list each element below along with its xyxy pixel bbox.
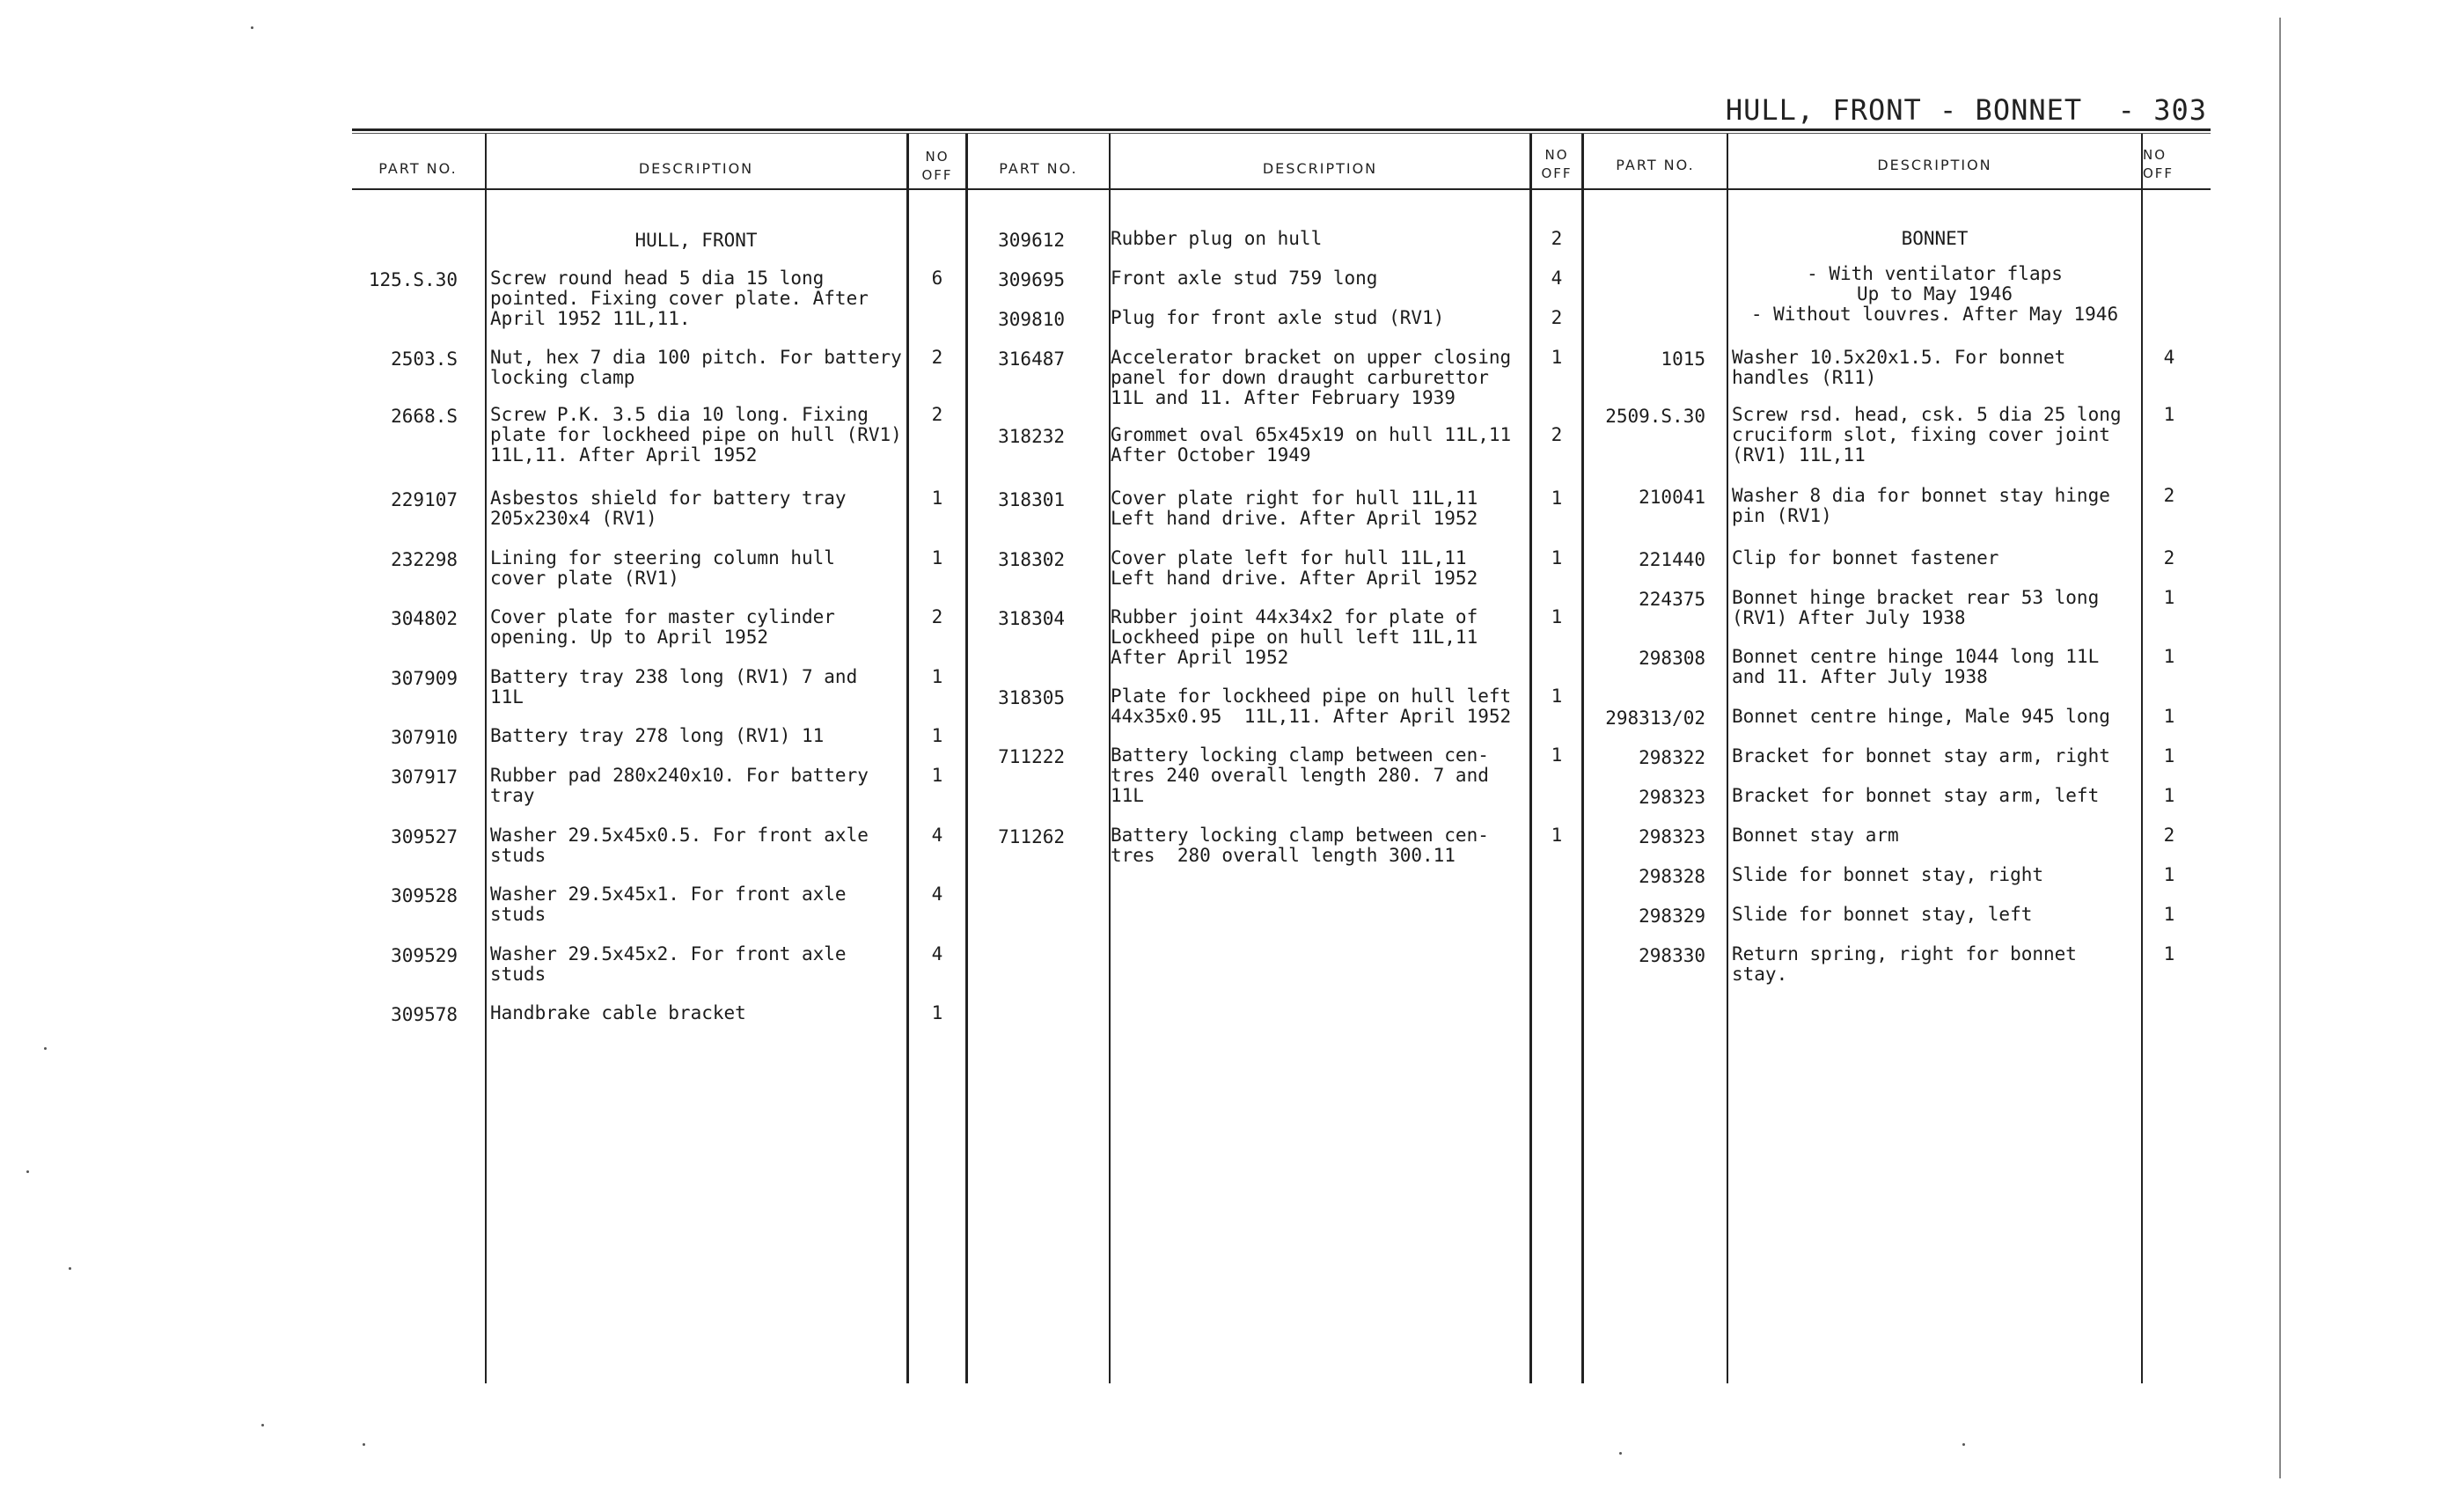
- part-description: [1732, 746, 2110, 766]
- description-line: Left hand drive. After April 1952: [1111, 568, 1478, 589]
- part-number: 316487: [998, 348, 1065, 370]
- description-line: pointed. Fixing cover plate. After: [490, 288, 869, 309]
- description-line: Cover plate for master cylinder: [490, 606, 835, 627]
- part-number: 309695: [998, 269, 1065, 290]
- part-description: [490, 405, 902, 466]
- header-description-2: DESCRIPTION: [1262, 160, 1378, 177]
- scan-edge-line: [2279, 18, 2281, 1478]
- description-line: After April 1952: [1111, 647, 1289, 668]
- description-line: Battery tray 238 long (RV1) 7 and: [490, 666, 858, 687]
- part-number: 309612: [998, 230, 1065, 251]
- quantity-off: 2: [931, 347, 943, 368]
- part-description: [490, 548, 835, 589]
- description-line: tres 280 overall length 300.11: [1111, 845, 1456, 866]
- quantity-off: 1: [2163, 785, 2175, 806]
- header-part-no-3: PART NO.: [1616, 157, 1695, 173]
- part-description: [490, 667, 857, 708]
- part-number: 298330: [1639, 945, 1705, 966]
- part-number: 298308: [1639, 648, 1705, 669]
- description-line: Battery locking clamp between cen-: [1111, 825, 1489, 846]
- scan-speck: [69, 1267, 71, 1270]
- description-line: Slide for bonnet stay, right: [1732, 864, 2044, 885]
- quantity-off: 1: [1551, 547, 1563, 568]
- quantity-off: 6: [931, 268, 943, 289]
- description-line: Plug for front axle stud (RV1): [1111, 307, 1445, 328]
- description-line: Battery tray 278 long (RV1) 11: [490, 725, 825, 746]
- description-line: studs: [490, 964, 546, 985]
- scan-speck: [251, 26, 253, 29]
- part-number: 125.S.30: [368, 269, 458, 290]
- header-no-off-1-bottom: OFF: [921, 167, 953, 183]
- quantity-off: 1: [1551, 744, 1563, 766]
- description-line: studs: [490, 845, 546, 866]
- header-no-off-3-bottom: OFF: [2143, 165, 2174, 181]
- quantity-off: 1: [2163, 864, 2175, 885]
- part-number: 307910: [391, 727, 458, 748]
- part-description: [490, 726, 824, 746]
- quantity-off: 2: [2163, 825, 2175, 846]
- description-line: 44x35x0.95 11L,11. After April 1952: [1111, 706, 1512, 727]
- quantity-off: 1: [2163, 646, 2175, 667]
- description-line: 11L and 11. After February 1939: [1111, 387, 1456, 408]
- description-line: and 11. After July 1938: [1732, 666, 1988, 687]
- column-group-3: [1584, 202, 2200, 1382]
- quantity-off: 1: [1551, 488, 1563, 509]
- description-line: handles (R11): [1732, 367, 1877, 388]
- description-line: (RV1) After July 1938: [1732, 607, 1966, 628]
- description-line: panel for down draught carburettor: [1111, 367, 1489, 388]
- quantity-off: 1: [931, 488, 943, 509]
- part-number: 2503.S: [391, 348, 458, 370]
- part-description: [1111, 548, 1478, 589]
- part-description: [490, 944, 847, 985]
- part-description: [1111, 268, 1377, 289]
- part-number: 318305: [998, 687, 1065, 708]
- description-line: Bonnet stay arm: [1732, 825, 1899, 846]
- part-description: [1732, 486, 2110, 526]
- quantity-off: 1: [2163, 943, 2175, 964]
- part-number: 318301: [998, 489, 1065, 510]
- header-no-off-1: [909, 148, 965, 185]
- description-line: 11L,11. After April 1952: [490, 444, 758, 466]
- quantity-off: 4: [1551, 268, 1563, 289]
- description-line: Rubber pad 280x240x10. For battery: [490, 765, 869, 786]
- part-description: [490, 607, 835, 648]
- quantity-off: 1: [931, 725, 943, 746]
- part-description: [1732, 647, 2099, 687]
- scan-speck: [26, 1170, 29, 1173]
- part-description: [490, 1003, 746, 1023]
- part-number: 298329: [1639, 906, 1705, 927]
- part-number: 309578: [391, 1004, 458, 1025]
- part-number: 711262: [998, 826, 1065, 847]
- description-line: Left hand drive. After April 1952: [1111, 508, 1478, 529]
- bonnet-note-3: - Without louvres. After May 1946: [1750, 304, 2119, 325]
- description-line: Front axle stud 759 long: [1111, 268, 1378, 289]
- part-description: [490, 348, 902, 388]
- description-line: tray: [490, 785, 535, 806]
- description-line: cover plate (RV1): [490, 568, 679, 589]
- part-description: [490, 825, 869, 866]
- part-number: 304802: [391, 608, 458, 629]
- description-line: Bonnet centre hinge, Male 945 long: [1732, 706, 2110, 727]
- description-line: studs: [490, 904, 546, 925]
- part-description: [1111, 348, 1511, 408]
- quantity-off: 1: [2163, 706, 2175, 727]
- part-description: [1732, 944, 2077, 985]
- description-line: opening. Up to April 1952: [490, 627, 769, 648]
- header-part-no-1: PART NO.: [378, 160, 458, 177]
- description-line: Washer 8 dia for bonnet stay hinge: [1732, 485, 2110, 506]
- part-number: 318304: [998, 608, 1065, 629]
- quantity-off: 1: [1551, 825, 1563, 846]
- description-line: Battery locking clamp between cen-: [1111, 744, 1489, 766]
- part-number: 224375: [1639, 589, 1705, 610]
- description-line: Bracket for bonnet stay arm, right: [1732, 745, 2110, 766]
- header-no-off-3: [2143, 146, 2197, 183]
- description-line: 205x230x4 (RV1): [490, 508, 657, 529]
- scan-speck: [363, 1443, 365, 1446]
- part-description: [490, 488, 847, 529]
- part-number: 309528: [391, 885, 458, 906]
- section-title-hull-front: HULL, FRONT: [634, 230, 758, 251]
- description-line: Screw rsd. head, csk. 5 dia 25 long: [1732, 404, 2122, 425]
- part-description: [1732, 865, 2043, 885]
- quantity-off: 1: [1551, 686, 1563, 707]
- part-number: 1015: [1661, 348, 1705, 370]
- description-line: Slide for bonnet stay, left: [1732, 904, 2033, 925]
- scan-speck: [1962, 1443, 1965, 1446]
- part-description: [1732, 548, 1998, 568]
- description-line: Screw P.K. 3.5 dia 10 long. Fixing: [490, 404, 869, 425]
- quantity-off: 2: [1551, 424, 1563, 445]
- description-line: Accelerator bracket on upper closing: [1111, 347, 1512, 368]
- quantity-off: 4: [931, 943, 943, 964]
- column-group-1: [352, 202, 968, 1382]
- part-number: 711222: [998, 746, 1065, 767]
- description-line: Handbrake cable bracket: [490, 1002, 746, 1023]
- part-number: 318302: [998, 549, 1065, 570]
- part-number: 318232: [998, 426, 1065, 447]
- header-no-off-2-bottom: OFF: [1541, 165, 1573, 181]
- table-top-rule: [352, 128, 2211, 131]
- quantity-off: 1: [2163, 745, 2175, 766]
- bonnet-note-1: - With ventilator flaps: [1807, 263, 2063, 284]
- section-title-bonnet: BONNET: [1901, 228, 1969, 249]
- description-line: 11L: [490, 686, 524, 708]
- quantity-off: 1: [2163, 904, 2175, 925]
- description-line: (RV1) 11L,11: [1732, 444, 1866, 466]
- quantity-off: 1: [931, 1002, 943, 1023]
- quantity-off: 1: [931, 547, 943, 568]
- quantity-off: 1: [2163, 404, 2175, 425]
- part-number: 221440: [1639, 549, 1705, 570]
- description-line: plate for lockheed pipe on hull (RV1): [490, 424, 902, 445]
- description-line: Asbestos shield for battery tray: [490, 488, 847, 509]
- quantity-off: 1: [1551, 606, 1563, 627]
- description-line: stay.: [1732, 964, 1788, 985]
- part-description: [1111, 308, 1444, 328]
- description-line: Rubber joint 44x34x2 for plate of: [1111, 606, 1478, 627]
- part-description: [490, 268, 869, 329]
- description-line: April 1952 11L,11.: [490, 308, 691, 329]
- bonnet-note-2: Up to May 1946: [1856, 283, 2013, 304]
- quantity-off: 4: [931, 825, 943, 846]
- header-bottom-rule: [352, 188, 2211, 190]
- description-line: Grommet oval 65x45x19 on hull 11L,11: [1111, 424, 1512, 445]
- scan-speck: [261, 1424, 264, 1426]
- part-description: [1732, 348, 2065, 388]
- column-group-2: [968, 202, 1584, 1382]
- description-line: Washer 29.5x45x1. For front axle: [490, 884, 847, 905]
- scan-speck: [1619, 1452, 1622, 1455]
- header-description-1: DESCRIPTION: [638, 160, 754, 177]
- description-line: Bracket for bonnet stay arm, left: [1732, 785, 2100, 806]
- description-line: Bonnet centre hinge 1044 long 11L: [1732, 646, 2100, 667]
- part-number: 232298: [391, 549, 458, 570]
- part-description: [1732, 905, 2032, 925]
- part-number: 210041: [1639, 487, 1705, 508]
- quantity-off: 1: [931, 765, 943, 786]
- quantity-off: 1: [1551, 347, 1563, 368]
- part-description: [1111, 686, 1511, 727]
- header-description-3: DESCRIPTION: [1877, 157, 1992, 173]
- description-line: Lining for steering column hull: [490, 547, 835, 568]
- quantity-off: 2: [931, 606, 943, 627]
- header-part-no-2: PART NO.: [999, 160, 1078, 177]
- part-description: [1732, 588, 2099, 628]
- part-description: [1111, 229, 1322, 249]
- description-line: pin (RV1): [1732, 505, 1832, 526]
- part-number: 298313/02: [1605, 708, 1705, 729]
- header-no-off-2: [1532, 146, 1581, 183]
- description-line: Lockheed pipe on hull left 11L,11: [1111, 627, 1478, 648]
- quantity-off: 1: [931, 666, 943, 687]
- part-description: [1111, 425, 1511, 466]
- page-title: HULL, FRONT - BONNET - 303: [1725, 93, 2207, 127]
- part-description: [1732, 405, 2122, 466]
- description-line: Rubber plug on hull: [1111, 228, 1323, 249]
- description-line: Cover plate right for hull 11L,11: [1111, 488, 1478, 509]
- description-line: Plate for lockheed pipe on hull left: [1111, 686, 1512, 707]
- part-description: [490, 766, 869, 806]
- description-line: Clip for bonnet fastener: [1732, 547, 1999, 568]
- quantity-off: 2: [931, 404, 943, 425]
- scan-speck: [44, 1047, 47, 1050]
- part-number: 307909: [391, 668, 458, 689]
- part-number: 298323: [1639, 787, 1705, 808]
- description-line: Bonnet hinge bracket rear 53 long: [1732, 587, 2100, 608]
- description-line: Washer 29.5x45x2. For front axle: [490, 943, 847, 964]
- part-number: 309529: [391, 945, 458, 966]
- part-description: [1732, 707, 2110, 727]
- part-number: 229107: [391, 489, 458, 510]
- part-description: [1111, 488, 1478, 529]
- quantity-off: 2: [2163, 547, 2175, 568]
- part-description: [1111, 825, 1489, 866]
- quantity-off: 4: [2163, 347, 2175, 368]
- description-line: Washer 10.5x20x1.5. For bonnet: [1732, 347, 2066, 368]
- part-description: [1732, 786, 2099, 806]
- part-number: 2509.S.30: [1605, 406, 1705, 427]
- part-number: 309810: [998, 309, 1065, 330]
- header-no-off-3-top: NO: [2143, 147, 2167, 163]
- description-line: Screw round head 5 dia 15 long: [490, 268, 825, 289]
- description-line: cruciform slot, fixing cover joint: [1732, 424, 2110, 445]
- description-line: tres 240 overall length 280. 7 and: [1111, 765, 1489, 786]
- description-line: locking clamp: [490, 367, 635, 388]
- description-line: After October 1949: [1111, 444, 1311, 466]
- table-top-rule-thin: [352, 133, 2211, 134]
- part-number: 298322: [1639, 747, 1705, 768]
- part-number: 2668.S: [391, 406, 458, 427]
- part-number: 307917: [391, 766, 458, 788]
- part-number: 298328: [1639, 866, 1705, 887]
- header-no-off-1-top: NO: [925, 149, 950, 165]
- description-line: Washer 29.5x45x0.5. For front axle: [490, 825, 869, 846]
- quantity-off: 1: [2163, 587, 2175, 608]
- quantity-off: 2: [1551, 307, 1563, 328]
- part-description: [1111, 745, 1489, 806]
- description-line: 11L: [1111, 785, 1144, 806]
- header-no-off-2-top: NO: [1544, 147, 1569, 163]
- quantity-off: 4: [931, 884, 943, 905]
- part-description: [490, 884, 847, 925]
- part-description: [1111, 607, 1478, 668]
- part-number: 298323: [1639, 826, 1705, 847]
- part-number: 309527: [391, 826, 458, 847]
- description-line: Nut, hex 7 dia 100 pitch. For battery: [490, 347, 902, 368]
- description-line: Cover plate left for hull 11L,11: [1111, 547, 1467, 568]
- quantity-off: 2: [2163, 485, 2175, 506]
- part-description: [1732, 825, 1899, 846]
- description-line: Return spring, right for bonnet: [1732, 943, 2077, 964]
- quantity-off: 2: [1551, 228, 1563, 249]
